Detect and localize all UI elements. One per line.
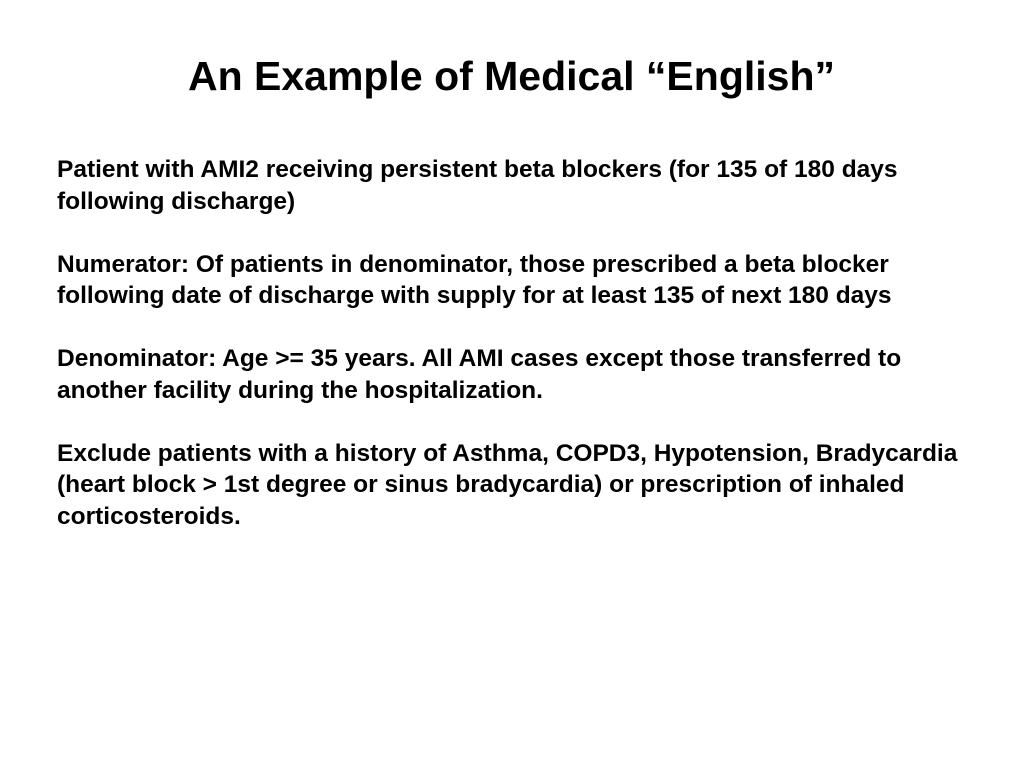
slide-body (57, 154, 977, 532)
paragraph-numerator: Numerator: Of patients in denominator, those prescribed a beta blocker following date of discharge with supply for at least 135 of next 180 days (57, 250, 892, 309)
paragraph-denominator: Denominator: Age >= 35 years. All AMI cases except those transferred to another facility during the hospitalization. (57, 345, 902, 404)
paragraph-patient-criteria: Patient with AMI2 receiving persistent beta blockers (for 135 of 180 days following discharge) (57, 156, 898, 215)
slide-title: An Example of Medical “English” (187, 53, 835, 99)
paragraph-exclusions: Exclude patients with a history of Asthma, COPD3, Hypotension, Bradycardia (heart block > 1st degree or sinus bradycardia) or prescription of inhaled corticosteroids. (57, 439, 958, 530)
